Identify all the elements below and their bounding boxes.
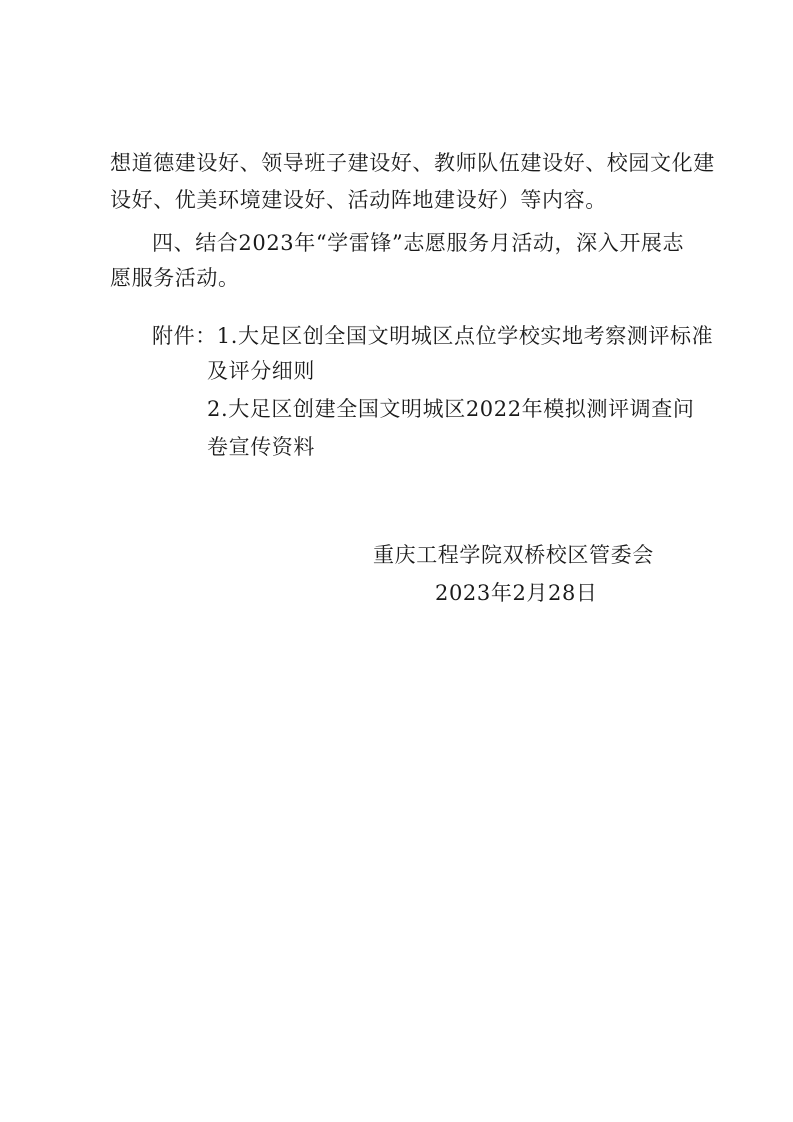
signature-organization: 重庆工程学院双桥校区管委会	[373, 543, 654, 567]
body-text-line: 想道德建设好、领导班子建设好、教师队伍建设好、校园文化建	[110, 151, 715, 175]
attachment-line: 附件：1.大足区创全国文明城区点位学校实地考察测评标准	[152, 324, 714, 348]
signature-date: 2023年2月28日	[435, 581, 598, 605]
attachment-line: 2.大足区创建全国文明城区2022年模拟测评调查问	[207, 397, 695, 421]
attachment-line: 卷宣传资料	[207, 435, 315, 459]
body-text-line: 设好、优美环境建设好、活动阵地建设好）等内容。	[110, 188, 607, 212]
body-text-line: 四、结合2023年“学雷锋”志愿服务月活动，深入开展志	[152, 231, 685, 255]
attachment-line: 及评分细则	[207, 359, 315, 383]
body-text-line: 愿服务活动。	[110, 266, 240, 290]
